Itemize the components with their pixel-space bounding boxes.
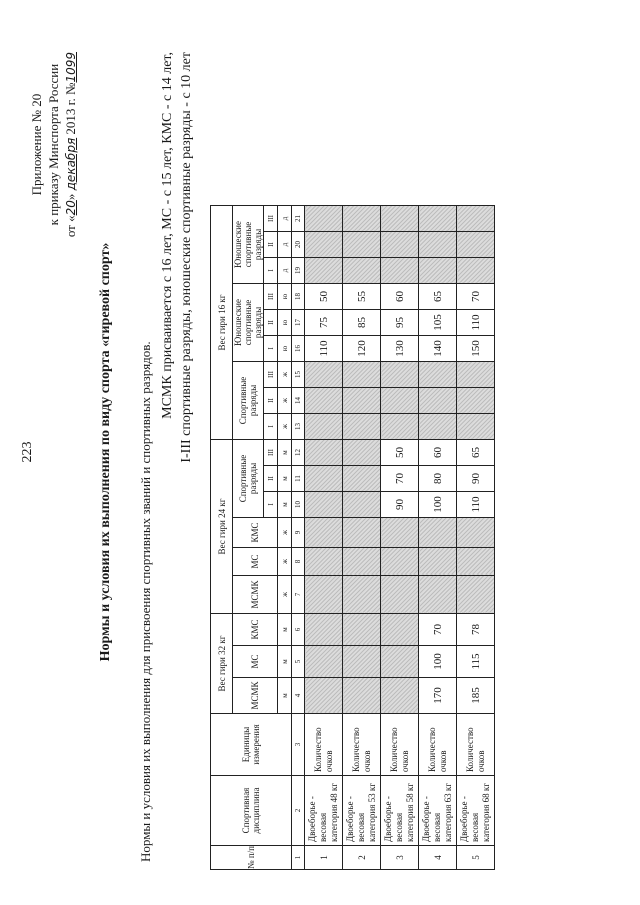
g-1: м bbox=[278, 678, 292, 714]
row-discipline: Двоеборье - весовая категория 68 кг bbox=[457, 776, 495, 846]
header-msmk-24: МСМК bbox=[233, 576, 278, 614]
header-ms-24: МС bbox=[233, 548, 278, 576]
cell-shaded bbox=[419, 388, 457, 414]
cell-shaded bbox=[457, 206, 495, 232]
row-unit: Количество очков bbox=[419, 714, 457, 776]
g-10: ж bbox=[278, 414, 292, 440]
colnum-18: 18 bbox=[292, 284, 305, 310]
document-subtitle: Нормы и условия их выполнения для присвоения спортивных званий и спортивных разрядов. bbox=[138, 341, 153, 862]
cell-shaded bbox=[457, 258, 495, 284]
colnum-16: 16 bbox=[292, 336, 305, 362]
cell-shaded bbox=[381, 232, 419, 258]
header-kms-32: КМС bbox=[233, 614, 278, 646]
cell-shaded bbox=[343, 206, 381, 232]
header-num: № п/п bbox=[211, 846, 292, 870]
header-units: Единицы измерения bbox=[211, 714, 292, 776]
cell-value: 100 bbox=[419, 492, 457, 518]
cell-shaded bbox=[457, 576, 495, 614]
g-4: ж bbox=[278, 576, 292, 614]
colnum-17: 17 bbox=[292, 310, 305, 336]
cell-value: 85 bbox=[343, 310, 381, 336]
cell-value: 55 bbox=[343, 284, 381, 310]
cell-shaded bbox=[305, 232, 343, 258]
g-14: ю bbox=[278, 310, 292, 336]
header-discipline: Спортивная дисциплина bbox=[211, 776, 292, 846]
header-weight-24: Вес гири 24 кг bbox=[211, 440, 233, 614]
cell-shaded bbox=[381, 362, 419, 388]
cell-value: 90 bbox=[381, 492, 419, 518]
row-unit: Количество очков bbox=[457, 714, 495, 776]
cell-shaded bbox=[305, 548, 343, 576]
h-r2-a: II bbox=[264, 466, 278, 492]
cell-value: 110 bbox=[457, 310, 495, 336]
row-discipline: Двоеборье - весовая категория 53 кг bbox=[343, 776, 381, 846]
g-8: м bbox=[278, 466, 292, 492]
cell-value: 140 bbox=[419, 336, 457, 362]
row-discipline: Двоеборье - весовая категория 48 кг bbox=[305, 776, 343, 846]
cell-value: 70 bbox=[381, 466, 419, 492]
norms-table bbox=[210, 205, 495, 870]
cell-shaded bbox=[343, 576, 381, 614]
header-youth-ranks-16: Юношеские спортивные разряды bbox=[233, 284, 264, 362]
cell-shaded bbox=[343, 492, 381, 518]
cell-shaded bbox=[419, 206, 457, 232]
cell-shaded bbox=[305, 614, 343, 646]
cell-shaded bbox=[457, 414, 495, 440]
h-r1-b: I bbox=[264, 414, 278, 440]
g-2: м bbox=[278, 646, 292, 678]
row-unit: Количество очков bbox=[305, 714, 343, 776]
appendix-day: 20 bbox=[64, 200, 78, 216]
cell-shaded bbox=[381, 548, 419, 576]
age-notes bbox=[158, 52, 196, 463]
cell-shaded bbox=[381, 576, 419, 614]
cell-value: 78 bbox=[457, 614, 495, 646]
table-row bbox=[305, 206, 343, 870]
cell-value: 95 bbox=[381, 310, 419, 336]
cell-shaded bbox=[305, 576, 343, 614]
appendix-block bbox=[28, 52, 80, 237]
header-ms-32: МС bbox=[233, 646, 278, 678]
row-discipline: Двоеборье - весовая категория 63 кг bbox=[419, 776, 457, 846]
cell-shaded bbox=[305, 678, 343, 714]
cell-shaded bbox=[381, 206, 419, 232]
row-num: 2 bbox=[343, 846, 381, 870]
header-weight-16: Вес гири 16 кг bbox=[211, 206, 233, 440]
colnum-9: 9 bbox=[292, 518, 305, 548]
cell-shaded bbox=[343, 548, 381, 576]
cell-value: 105 bbox=[419, 310, 457, 336]
colnum-20: 20 bbox=[292, 232, 305, 258]
cell-value: 65 bbox=[457, 440, 495, 466]
age-note-2: I-III спортивные разряды, юношеские спортивные разряды - с 10 лет bbox=[179, 52, 194, 463]
cell-shaded bbox=[457, 548, 495, 576]
cell-shaded bbox=[343, 232, 381, 258]
cell-value: 80 bbox=[419, 466, 457, 492]
cell-value: 120 bbox=[343, 336, 381, 362]
h-r3-b: III bbox=[264, 362, 278, 388]
cell-value: 110 bbox=[305, 336, 343, 362]
cell-shaded bbox=[343, 440, 381, 466]
cell-shaded bbox=[305, 646, 343, 678]
cell-shaded bbox=[305, 258, 343, 284]
cell-shaded bbox=[343, 614, 381, 646]
row-unit: Количество очков bbox=[381, 714, 419, 776]
colnum-15: 15 bbox=[292, 362, 305, 388]
cell-shaded bbox=[305, 492, 343, 518]
rotated-page bbox=[10, 12, 630, 892]
h-r1-a: I bbox=[264, 492, 278, 518]
header-youth-ranks-16b: Юношеские спортивные разряды bbox=[233, 206, 264, 284]
page-number: 223 bbox=[20, 441, 35, 463]
document-title: Нормы и условия их выполнения по виду спорта «гиревой спорт» bbox=[98, 242, 113, 662]
h-r3-c: III bbox=[264, 284, 278, 310]
g-13: ю bbox=[278, 336, 292, 362]
cell-shaded bbox=[343, 466, 381, 492]
g-16: д bbox=[278, 258, 292, 284]
cell-shaded bbox=[305, 362, 343, 388]
cell-shaded bbox=[381, 518, 419, 548]
colnum-5: 5 bbox=[292, 646, 305, 678]
h-r3-d: III bbox=[264, 206, 278, 232]
cell-shaded bbox=[419, 576, 457, 614]
cell-shaded bbox=[419, 258, 457, 284]
h-r2-c: II bbox=[264, 310, 278, 336]
cell-value: 65 bbox=[419, 284, 457, 310]
cell-shaded bbox=[343, 518, 381, 548]
cell-value: 100 bbox=[419, 646, 457, 678]
cell-value: 115 bbox=[457, 646, 495, 678]
age-note-1: МСМК присваивается с 16 лет, МС - с 15 лет, КМС - с 14 лет, bbox=[160, 52, 175, 419]
h-r1-d: I bbox=[264, 258, 278, 284]
header-sport-ranks-24: Спортивные разряды bbox=[233, 440, 264, 518]
cell-value: 60 bbox=[381, 284, 419, 310]
cell-shaded bbox=[381, 614, 419, 646]
appendix-line1: Приложение № 20 bbox=[29, 93, 44, 196]
cell-value: 70 bbox=[457, 284, 495, 310]
table-row bbox=[381, 206, 419, 870]
row-num: 1 bbox=[305, 846, 343, 870]
cell-value: 130 bbox=[381, 336, 419, 362]
h-r1-c: I bbox=[264, 336, 278, 362]
cell-value: 50 bbox=[305, 284, 343, 310]
cell-shaded bbox=[305, 388, 343, 414]
cell-value: 185 bbox=[457, 678, 495, 714]
cell-value: 150 bbox=[457, 336, 495, 362]
header-weight-32: Вес гири 32 кг bbox=[211, 614, 233, 714]
cell-value: 75 bbox=[305, 310, 343, 336]
colnum-10: 10 bbox=[292, 492, 305, 518]
cell-shaded bbox=[343, 646, 381, 678]
cell-shaded bbox=[305, 206, 343, 232]
cell-shaded bbox=[305, 466, 343, 492]
h-r3-a: III bbox=[264, 440, 278, 466]
cell-value: 70 bbox=[419, 614, 457, 646]
g-11: ж bbox=[278, 388, 292, 414]
appendix-number: 1099 bbox=[64, 52, 78, 83]
cell-value: 50 bbox=[381, 440, 419, 466]
cell-shaded bbox=[343, 414, 381, 440]
row-num: 3 bbox=[381, 846, 419, 870]
row-num: 5 bbox=[457, 846, 495, 870]
colnum-2: 2 bbox=[292, 776, 305, 846]
colnum-13: 13 bbox=[292, 414, 305, 440]
cell-shaded bbox=[419, 548, 457, 576]
colnum-6: 6 bbox=[292, 614, 305, 646]
row-num: 4 bbox=[419, 846, 457, 870]
colnum-1: 1 bbox=[292, 846, 305, 870]
g-3: м bbox=[278, 614, 292, 646]
cell-shaded bbox=[419, 414, 457, 440]
cell-shaded bbox=[381, 678, 419, 714]
g-15: ю bbox=[278, 284, 292, 310]
cell-shaded bbox=[457, 232, 495, 258]
cell-shaded bbox=[457, 518, 495, 548]
colnum-14: 14 bbox=[292, 388, 305, 414]
appendix-date: от «20» декабря 2013 г. №1099 bbox=[63, 52, 78, 238]
table-row bbox=[457, 206, 495, 870]
g-9: м bbox=[278, 440, 292, 466]
cell-shaded bbox=[457, 388, 495, 414]
table-row bbox=[343, 206, 381, 870]
colnum-11: 11 bbox=[292, 466, 305, 492]
cell-value: 170 bbox=[419, 678, 457, 714]
header-msmk-32: МСМК bbox=[233, 678, 278, 714]
cell-value: 90 bbox=[457, 466, 495, 492]
appendix-month: декабря bbox=[64, 137, 78, 191]
cell-shaded bbox=[343, 362, 381, 388]
cell-shaded bbox=[381, 646, 419, 678]
table-row bbox=[419, 206, 457, 870]
g-7: м bbox=[278, 492, 292, 518]
h-r2-b: II bbox=[264, 388, 278, 414]
colnum-12: 12 bbox=[292, 440, 305, 466]
cell-shaded bbox=[343, 678, 381, 714]
colnum-3: 3 bbox=[292, 714, 305, 776]
colnum-19: 19 bbox=[292, 258, 305, 284]
g-17: д bbox=[278, 232, 292, 258]
cell-shaded bbox=[343, 388, 381, 414]
header-sport-ranks-16: Спортивные разряды bbox=[233, 362, 264, 440]
cell-shaded bbox=[305, 414, 343, 440]
row-unit: Количество очков bbox=[343, 714, 381, 776]
colnum-7: 7 bbox=[292, 576, 305, 614]
g-6: ж bbox=[278, 518, 292, 548]
cell-shaded bbox=[305, 440, 343, 466]
row-discipline: Двоеборье - весовая категория 58 кг bbox=[381, 776, 419, 846]
cell-shaded bbox=[419, 518, 457, 548]
colnum-21: 21 bbox=[292, 206, 305, 232]
cell-shaded bbox=[419, 362, 457, 388]
h-r2-d: II bbox=[264, 232, 278, 258]
colnum-8: 8 bbox=[292, 548, 305, 576]
cell-shaded bbox=[419, 232, 457, 258]
g-5: ж bbox=[278, 548, 292, 576]
colnum-4: 4 bbox=[292, 678, 305, 714]
cell-shaded bbox=[381, 388, 419, 414]
cell-shaded bbox=[381, 414, 419, 440]
header-kms-24: КМС bbox=[233, 518, 278, 548]
cell-value: 60 bbox=[419, 440, 457, 466]
g-18: д bbox=[278, 206, 292, 232]
cell-shaded bbox=[305, 518, 343, 548]
cell-shaded bbox=[457, 362, 495, 388]
cell-value: 110 bbox=[457, 492, 495, 518]
g-12: ж bbox=[278, 362, 292, 388]
cell-shaded bbox=[343, 258, 381, 284]
cell-shaded bbox=[381, 258, 419, 284]
appendix-line2: к приказу Минспорта России bbox=[46, 63, 61, 226]
